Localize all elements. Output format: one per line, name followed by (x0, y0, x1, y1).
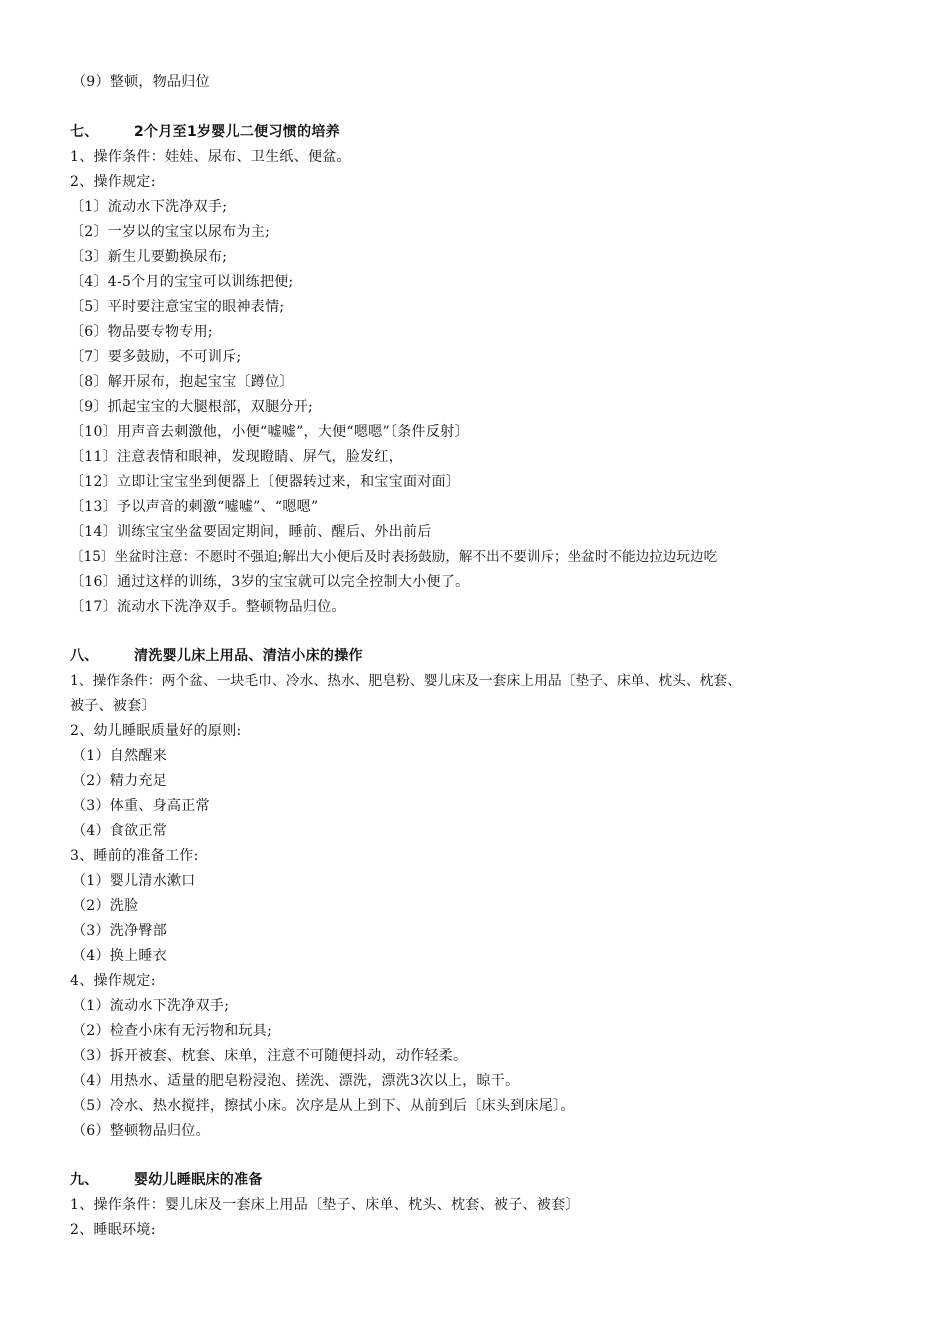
section7-rule: 〔3〕新生儿要勤换尿布; (70, 249, 228, 265)
section9-heading (70, 1170, 263, 1190)
section7-rule: 〔13〕予以声音的刺激“嘘嘘”、“嗯嗯” (70, 499, 319, 515)
section8-number: 八、 (70, 648, 99, 664)
section8-prep-item: （1）婴儿清水漱口 (72, 873, 196, 889)
section8-conditions: 1、操作条件：两个盆、一块毛巾、冷水、热水、肥皂粉、婴儿床及一套床上用品〔垫子、床单、枕头、枕套、 (70, 673, 742, 689)
section7-rule: 〔4〕4-5个月的宝宝可以训练把便; (70, 274, 294, 290)
section8-principles-label: 2、幼儿睡眠质量好的原则: (70, 723, 242, 739)
section8-title: 清洗婴儿床上用品、清洁小床的操作 (134, 648, 363, 664)
section7-rule: 〔15〕坐盆时注意：不愿时不强迫;解出大小便后及时表扬鼓励，解不出不要训斥；坐盆时不能边拉边玩边吃 (70, 549, 718, 565)
section7-rule: 〔2〕一岁以的宝宝以尿布为主; (70, 224, 271, 240)
section8-principle: （2）精力充足 (72, 773, 168, 789)
section8-rule: （2）检查小床有无污物和玩具; (72, 1023, 273, 1039)
section7-rule: 〔8〕解开尿布，抱起宝宝〔蹲位〕 (70, 374, 294, 390)
section7-title: 2个月至1岁婴儿二便习惯的培养 (134, 124, 340, 140)
section7-heading (70, 122, 340, 142)
section7-rule: 〔12〕立即让宝宝坐到便器上〔便器转过来，和宝宝面对面〕 (70, 474, 461, 490)
section8-conditions-cont: 被子、被套〕 (70, 698, 156, 714)
section8-prep-label: 3、睡前的准备工作: (70, 848, 199, 864)
section7-rules-label: 2、操作规定: (70, 174, 156, 190)
section7-number: 七、 (70, 124, 99, 140)
section8-rules-label: 4、操作规定: (70, 973, 156, 989)
section7-rule: 〔17〕流动水下洗净双手。整顿物品归位。 (70, 599, 346, 615)
section8-rule: （6）整顿物品归位。 (72, 1123, 210, 1139)
section8-prep-item: （3）洗净臀部 (72, 923, 168, 939)
section8-rule: （1）流动水下洗净双手; (72, 998, 230, 1014)
section7-rule: 〔10〕用声音去刺激他，小便“嘘嘘”，大便“嗯嗯”〔条件反射〕 (70, 424, 469, 440)
section9-env-label: 2、睡眠环境: (70, 1222, 156, 1238)
section8-heading (70, 646, 363, 666)
section7-rule: 〔6〕物品要专物专用; (70, 324, 213, 340)
section7-rule: 〔5〕平时要注意宝宝的眼神表情; (70, 299, 285, 315)
section7-rule: 〔11〕注意表情和眼神，发现瞪睛、屏气，脸发红， (70, 449, 404, 465)
section8-prep-item: （2）洗脸 (72, 898, 139, 914)
section8-rule: （4）用热水、适量的肥皂粉浸泡、搓洗、漂洗，漂洗3次以上，晾干。 (72, 1073, 520, 1089)
section8-rule: （5）冷水、热水搅拌，擦拭小床。次序是从上到下、从前到后〔床头到床尾〕。 (72, 1098, 575, 1114)
section7-rule: 〔1〕流动水下洗净双手; (70, 199, 228, 215)
section8-principle: （3）体重、身高正常 (72, 798, 210, 814)
section7-rule: 〔16〕通过这样的训练，3岁的宝宝就可以完全控制大小便了。 (70, 574, 470, 590)
section8-principle: （1）自然醒来 (72, 748, 168, 764)
section7-rule: 〔9〕抓起宝宝的大腿根部，双腿分开; (70, 399, 314, 415)
section7-conditions: 1、操作条件：娃娃、尿布、卫生纸、便盆。 (70, 149, 351, 165)
section9-number: 九、 (70, 1172, 99, 1188)
section7-rule: 〔14〕训练宝宝坐盆要固定期间，睡前、醒后、外出前后 (70, 524, 432, 540)
section7-rule: 〔7〕要多鼓励，不可训斥; (70, 349, 242, 365)
section8-principle: （4）食欲正常 (72, 823, 168, 839)
section6-item-9: （9）整顿，物品归位 (72, 74, 210, 90)
section9-conditions: 1、操作条件：婴儿床及一套床上用品〔垫子、床单、枕头、枕套、被子、被套〕 (70, 1197, 580, 1213)
section8-prep-item: （4）换上睡衣 (72, 948, 168, 964)
section9-title: 婴幼儿睡眠床的准备 (134, 1172, 263, 1188)
section8-rule: （3）拆开被套、枕套、床单，注意不可随便抖动，动作轻柔。 (72, 1048, 468, 1064)
